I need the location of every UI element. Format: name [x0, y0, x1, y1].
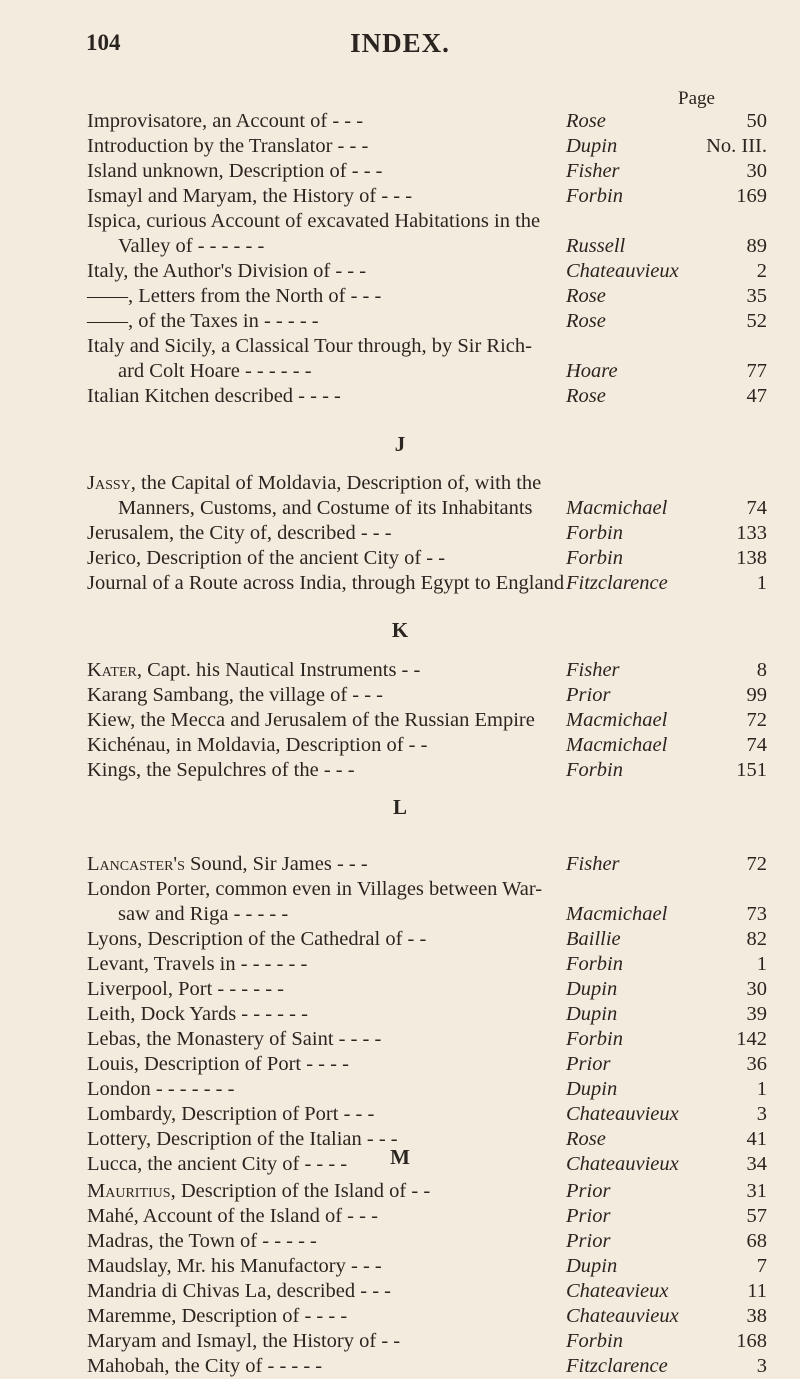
index-entry	[0, 1303, 800, 1329]
entry-title: Lebas, the Monastery of Saint - - - -	[87, 1028, 382, 1050]
entry-author: Forbin	[566, 1028, 623, 1050]
entry-author: Chateauvieux	[566, 1153, 679, 1175]
section-letter-m: M	[390, 1145, 410, 1169]
entry-title	[87, 470, 541, 496]
entry-title: Liverpool, Port - - - - - -	[87, 978, 284, 1000]
entry-author: Chateauvieux	[566, 1305, 679, 1327]
index-entry	[0, 383, 800, 409]
entry-title: Manners, Customs, and Costume of its Inhabitants	[118, 497, 533, 519]
entry-author: Macmichael	[566, 709, 668, 731]
entry-title: Italy, the Author's Division of - - -	[87, 260, 367, 282]
entry-title: Kings, the Sepulchres of the - - -	[87, 759, 355, 781]
index-entry	[0, 1026, 800, 1052]
entry-title: Lyons, Description of the Cathedral of - -	[87, 928, 427, 950]
entry-author: Baillie	[566, 928, 621, 950]
index-entry	[0, 1228, 800, 1254]
entry-author: Forbin	[566, 759, 623, 781]
entry-page: 151	[736, 759, 767, 781]
entry-author: Fitzclarence	[566, 572, 668, 594]
entry-title: Ismayl and Maryam, the History of - - -	[87, 185, 413, 207]
entry-first-word: Mauritius	[87, 1180, 171, 1202]
entry-page: 3	[756, 1355, 767, 1377]
entry-first-word: Jassy	[87, 472, 131, 494]
entry-title: Valley of - - - - - -	[118, 235, 265, 257]
index-entry	[0, 901, 800, 927]
entry-page: 30	[746, 160, 767, 182]
entry-title: Island unknown, Description of - - -	[87, 160, 383, 182]
entry-author: Russell	[566, 235, 626, 257]
entry-page: 31	[746, 1180, 767, 1202]
entry-title: Italian Kitchen described - - - -	[87, 385, 341, 407]
entry-author: Fisher	[566, 853, 620, 875]
index-entry	[0, 926, 800, 952]
index-entry	[0, 545, 800, 571]
entry-page: 52	[746, 310, 767, 332]
entry-page: 72	[746, 853, 767, 875]
entry-page: 3	[756, 1103, 767, 1125]
page-number: 104	[86, 30, 121, 55]
entry-page: 169	[736, 185, 767, 207]
entry-title: Mandria di Chivas La, described - - -	[87, 1280, 391, 1302]
index-entry	[0, 358, 800, 384]
index-entry	[0, 1353, 800, 1379]
entry-page: 30	[746, 978, 767, 1000]
entry-author: Chateauvieux	[566, 1103, 679, 1125]
entry-page: 89	[746, 235, 767, 257]
index-entry	[0, 333, 800, 359]
entry-author: Fisher	[566, 160, 620, 182]
entry-author: Macmichael	[566, 497, 668, 519]
entry-title: Lucca, the ancient City of - - - -	[87, 1153, 348, 1175]
entry-page: 1	[756, 1078, 767, 1100]
entry-title	[87, 851, 368, 877]
entry-author: Fitzclarence	[566, 1355, 668, 1377]
entry-page: 133	[736, 522, 767, 544]
entry-title: Jerico, Description of the ancient City of - -	[87, 547, 446, 569]
entry-page: 34	[746, 1153, 767, 1175]
entry-author: Hoare	[566, 360, 618, 382]
entry-page: 57	[746, 1205, 767, 1227]
entry-page: 39	[746, 1003, 767, 1025]
entry-page: 99	[746, 684, 767, 706]
entry-page: 82	[746, 928, 767, 950]
entry-title: Kiew, the Mecca and Jerusalem of the Russian Empire	[87, 709, 535, 731]
entry-title-rest: , Capt. his Nautical Instruments - -	[136, 659, 421, 681]
index-entry	[0, 258, 800, 284]
index-entry	[0, 108, 800, 134]
entry-title: Maremme, Description of - - - -	[87, 1305, 348, 1327]
entry-title: ——, of the Taxes in - - - - -	[87, 310, 319, 332]
index-entry	[0, 570, 800, 596]
index-entry	[0, 1178, 800, 1204]
entry-author: Rose	[566, 310, 606, 332]
entry-page: 74	[746, 734, 767, 756]
entry-author: Dupin	[566, 1078, 618, 1100]
entry-author: Rose	[566, 110, 606, 132]
index-entry	[0, 1203, 800, 1229]
entry-author: Dupin	[566, 978, 618, 1000]
entry-title: Ispica, curious Account of excavated Habitations in the	[87, 210, 541, 232]
entry-page: 47	[746, 385, 767, 407]
entry-page: 1	[756, 572, 767, 594]
index-entry	[0, 183, 800, 209]
entry-title: Louis, Description of Port - - - -	[87, 1053, 349, 1075]
entry-page: 73	[746, 903, 767, 925]
entry-author: Forbin	[566, 953, 623, 975]
entry-author: Fisher	[566, 659, 620, 681]
entry-author: Dupin	[566, 1255, 618, 1277]
entry-page: No. III.	[706, 135, 767, 157]
entry-author: Prior	[566, 1180, 611, 1202]
entry-title: Leith, Dock Yards - - - - - -	[87, 1003, 308, 1025]
index-entry	[0, 1278, 800, 1304]
index-entry	[0, 876, 800, 902]
section-letter-j: J	[394, 432, 406, 456]
index-entry	[0, 851, 800, 877]
entry-page: 72	[746, 709, 767, 731]
index-entry	[0, 1253, 800, 1279]
entry-title: London Porter, common even in Villages between War-	[87, 878, 543, 900]
entry-author: Forbin	[566, 547, 623, 569]
index-entry	[0, 1328, 800, 1354]
entry-title-rest: , the Capital of Moldavia, Description of, with the	[130, 472, 542, 494]
entry-author: Dupin	[566, 1003, 618, 1025]
entry-title: saw and Riga - - - - -	[118, 903, 289, 925]
index-entry	[0, 133, 800, 159]
entry-page: 74	[746, 497, 767, 519]
entry-title: Journal of a Route across India, through Egypt to England	[87, 572, 565, 594]
index-entry	[0, 283, 800, 309]
entry-title: Lottery, Description of the Italian - - -	[87, 1128, 398, 1150]
entry-page: 41	[746, 1128, 767, 1150]
entry-title: Maudslay, Mr. his Manufactory - - -	[87, 1255, 382, 1277]
entry-first-word: Lancaster's	[87, 853, 185, 875]
entry-title: Improvisatore, an Account of - - -	[87, 110, 364, 132]
entry-author: Prior	[566, 1053, 611, 1075]
index-entry	[0, 1001, 800, 1027]
index-entry	[0, 208, 800, 234]
index-entry	[0, 233, 800, 259]
entry-page: 68	[746, 1230, 767, 1252]
section-letter-l: L	[392, 795, 407, 819]
entry-title	[87, 1178, 430, 1204]
section-letter-k: K	[391, 618, 409, 642]
entry-author: Prior	[566, 1205, 611, 1227]
index-entry	[0, 976, 800, 1002]
index-entry	[0, 682, 800, 708]
index-entry	[0, 520, 800, 546]
entry-author: Macmichael	[566, 734, 668, 756]
index-entry	[0, 158, 800, 184]
entry-page: 138	[736, 547, 767, 569]
entry-author: Rose	[566, 285, 606, 307]
entry-author: Chateavieux	[566, 1280, 669, 1302]
entry-title	[87, 657, 420, 683]
entry-page: 2	[756, 260, 767, 282]
entry-title: Mahé, Account of the Island of - - -	[87, 1205, 378, 1227]
entry-author: Forbin	[566, 522, 623, 544]
entry-author: Rose	[566, 385, 606, 407]
entry-page: 38	[746, 1305, 767, 1327]
index-entry	[0, 1076, 800, 1102]
entry-author: Forbin	[566, 185, 623, 207]
index-entry	[0, 757, 800, 783]
entry-title-rest: Sound, Sir James - - -	[184, 853, 368, 875]
entry-author: Macmichael	[566, 903, 668, 925]
entry-title: Mahobah, the City of - - - - -	[87, 1355, 323, 1377]
page-column-label: Page	[678, 88, 715, 109]
entry-page: 168	[736, 1330, 767, 1352]
running-head: INDEX.	[350, 28, 450, 58]
entry-page: 77	[746, 360, 767, 382]
entry-page: 142	[736, 1028, 767, 1050]
entry-page: 35	[746, 285, 767, 307]
entry-title: Jerusalem, the City of, described - - -	[87, 522, 392, 544]
entry-page: 50	[746, 110, 767, 132]
entry-author: Prior	[566, 1230, 611, 1252]
entry-page: 1	[756, 953, 767, 975]
entry-title: Karang Sambang, the village of - - -	[87, 684, 384, 706]
index-entry	[0, 1051, 800, 1077]
entry-title: Lombardy, Description of Port - - -	[87, 1103, 375, 1125]
entry-author: Prior	[566, 684, 611, 706]
index-entry	[0, 470, 800, 496]
entry-title: Madras, the Town of - - - - -	[87, 1230, 317, 1252]
entry-title: Levant, Travels in - - - - - -	[87, 953, 308, 975]
entry-page: 11	[747, 1280, 767, 1302]
index-entry	[0, 657, 800, 683]
entry-title: Introduction by the Translator - - -	[87, 135, 369, 157]
entry-page: 36	[746, 1053, 767, 1075]
entry-title: Maryam and Ismayl, the History of - -	[87, 1330, 401, 1352]
entry-title: Kichénau, in Moldavia, Description of - -	[87, 734, 428, 756]
entry-title: ard Colt Hoare - - - - - -	[118, 360, 312, 382]
entry-title: Italy and Sicily, a Classical Tour through, by Sir Rich-	[87, 335, 532, 357]
index-entry	[0, 707, 800, 733]
entry-page: 7	[756, 1255, 767, 1277]
entry-author: Forbin	[566, 1330, 623, 1352]
entry-title-rest: , Description of the Island of - -	[170, 1180, 431, 1202]
entry-title: ——, Letters from the North of - - -	[87, 285, 382, 307]
index-entry	[0, 495, 800, 521]
entry-title: London - - - - - - -	[87, 1078, 235, 1100]
index-entry	[0, 732, 800, 758]
index-entry	[0, 951, 800, 977]
entry-first-word: Kater	[87, 659, 137, 681]
entry-author: Dupin	[566, 135, 618, 157]
entry-author: Chateauvieux	[566, 260, 679, 282]
entry-author: Rose	[566, 1128, 606, 1150]
index-entry	[0, 1101, 800, 1127]
entry-page: 8	[756, 659, 767, 681]
index-entry	[0, 308, 800, 334]
